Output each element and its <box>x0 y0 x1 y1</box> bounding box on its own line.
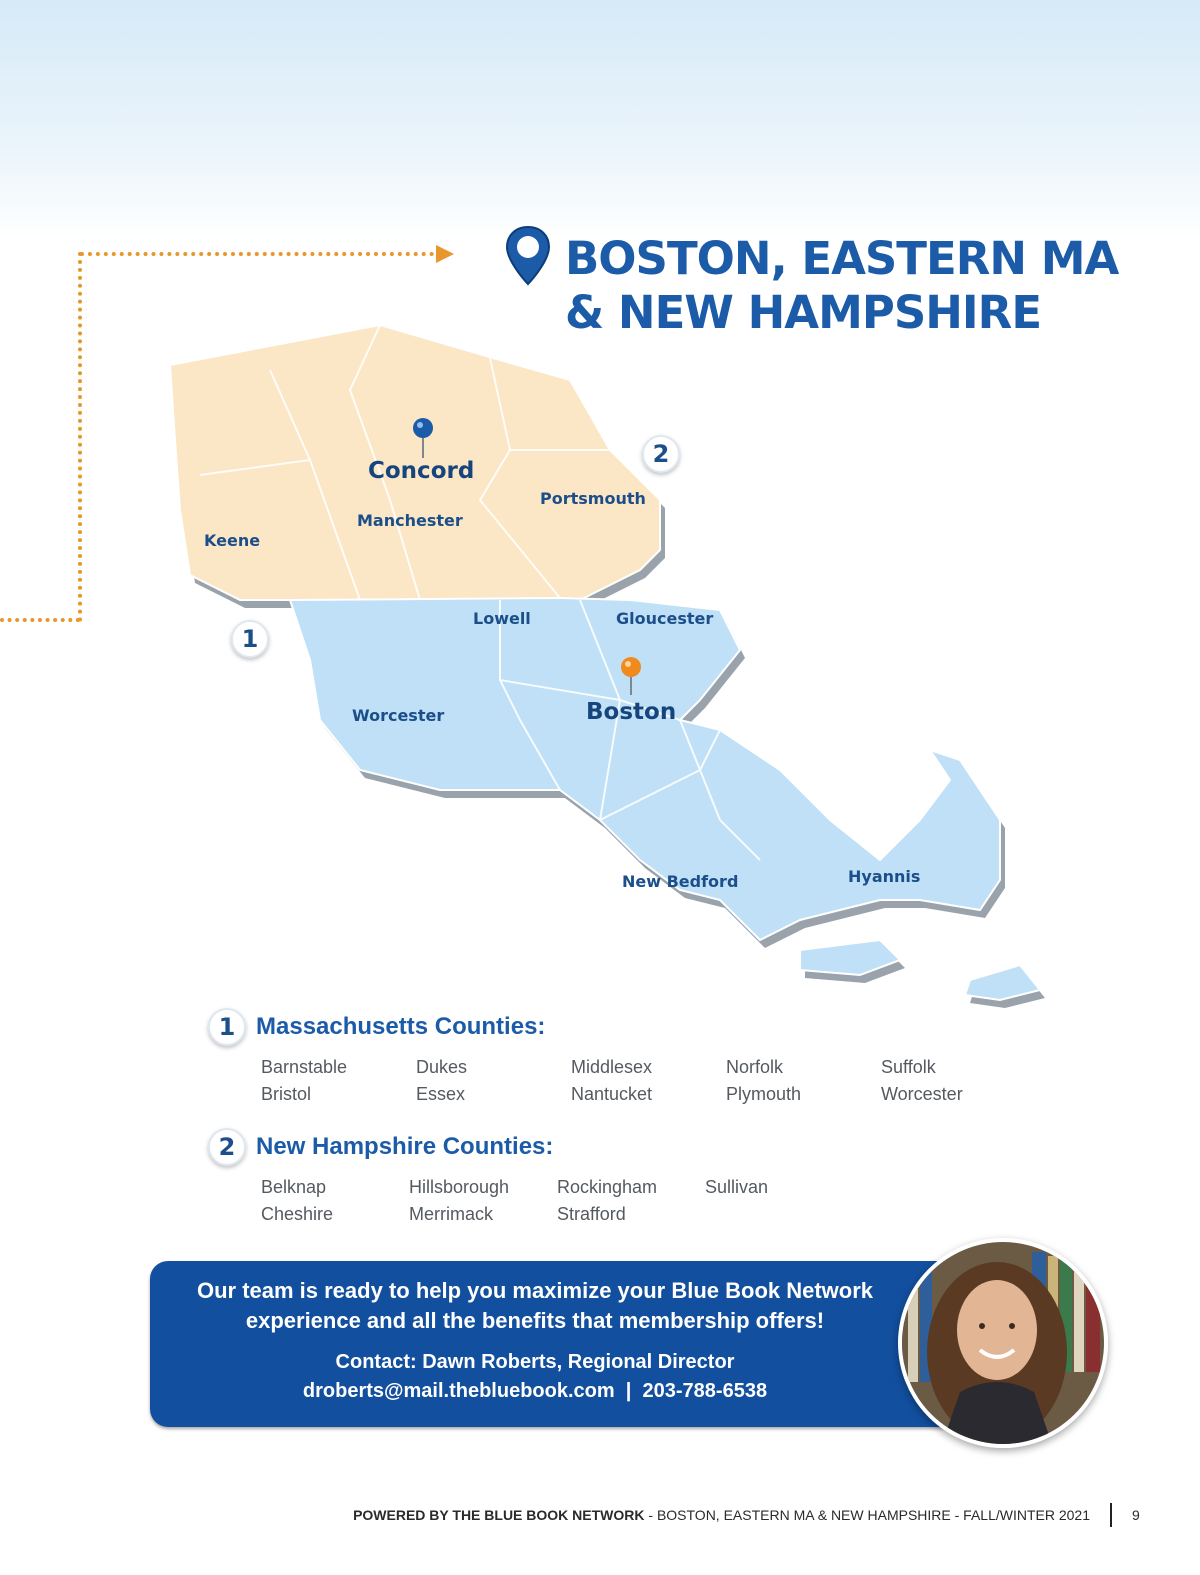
dotted-connector-line-left <box>0 618 80 622</box>
footer-publication: - BOSTON, EASTERN MA & NEW HAMPSHIRE - FALL/WINTER 2021 <box>644 1507 1090 1523</box>
region-map <box>160 300 1060 1020</box>
region-1-badge: 1 <box>208 1008 246 1046</box>
title-line-2: & NEW HAMPSHIRE <box>565 286 1042 339</box>
county-name: Middlesex <box>571 1057 653 1077</box>
county-name: Nantucket <box>571 1084 653 1104</box>
county-name: Merrimack <box>409 1204 493 1224</box>
contact-name: Contact: Dawn Roberts, Regional Director <box>335 1351 735 1373</box>
county-name: Hillsborough <box>409 1177 510 1197</box>
contact-banner-text <box>170 1276 900 1406</box>
contact-details <box>170 1377 900 1406</box>
city-label-keene: Keene <box>204 531 261 550</box>
region-2-badge: 2 <box>208 1128 246 1166</box>
dotted-connector-line-vertical <box>78 252 82 622</box>
county-name: Barnstable <box>261 1057 348 1077</box>
location-pin-icon <box>503 224 553 288</box>
massachusetts-counties-title: Massachusetts Counties: <box>256 1013 546 1040</box>
county-name: Plymouth <box>726 1084 802 1104</box>
new-hampshire-counties-heading <box>208 1128 853 1166</box>
city-label-gloucester: Gloucester <box>616 609 714 628</box>
new-hampshire-county-list <box>261 1174 853 1228</box>
county-name: Essex <box>416 1084 466 1104</box>
county-name: Bristol <box>261 1084 312 1104</box>
contact-separator: | <box>625 1380 632 1402</box>
banner-message-line-2: experience and all the benefits that membership offers! <box>245 1308 825 1333</box>
massachusetts-county-list <box>261 1054 1036 1108</box>
massachusetts-counties-section <box>208 1008 1036 1108</box>
new-hampshire-counties-title: New Hampshire Counties: <box>256 1133 554 1160</box>
county-name: Belknap <box>261 1177 327 1197</box>
county-name: Cheshire <box>261 1204 334 1224</box>
city-label-worcester: Worcester <box>352 706 445 725</box>
county-name: Norfolk <box>726 1057 784 1077</box>
dotted-connector-line <box>80 252 442 256</box>
county-name: Worcester <box>881 1084 963 1104</box>
sky-gradient-background <box>0 0 1200 240</box>
page-number: 9 <box>1132 1507 1140 1523</box>
page-footer <box>353 1507 1090 1523</box>
city-label-portsmouth: Portsmouth <box>540 489 646 508</box>
title-line-1: BOSTON, EASTERN MA <box>565 232 1119 285</box>
city-label-new-bedford: New Bedford <box>622 872 739 891</box>
county-name: Dukes <box>416 1057 468 1077</box>
contact-email-link[interactable]: droberts@mail.thebluebook.com <box>302 1380 615 1402</box>
contact-photo <box>898 1238 1108 1448</box>
region-2-badge: 2 <box>642 435 680 473</box>
arrow-right-icon <box>436 245 454 263</box>
county-name: Sullivan <box>705 1177 769 1197</box>
banner-message <box>170 1276 900 1336</box>
portrait-image <box>902 1242 1104 1444</box>
region-map-graphic <box>160 300 1060 1020</box>
footer-brand: POWERED BY THE BLUE BOOK NETWORK <box>353 1507 645 1523</box>
new-hampshire-counties-section <box>208 1128 853 1228</box>
county-name: Rockingham <box>557 1177 658 1197</box>
region-1-badge: 1 <box>231 620 269 658</box>
county-name: Suffolk <box>881 1057 936 1077</box>
footer-divider <box>1110 1503 1112 1527</box>
county-name: Strafford <box>557 1204 626 1224</box>
contact-phone-link[interactable]: 203-788-6538 <box>642 1380 768 1402</box>
banner-contact <box>170 1348 900 1406</box>
city-label-concord: Concord <box>368 458 475 484</box>
city-label-manchester: Manchester <box>357 511 463 530</box>
city-label-hyannis: Hyannis <box>848 867 921 886</box>
banner-message-line-1: Our team is ready to help you maximize your Blue Book Network <box>196 1278 874 1303</box>
city-label-lowell: Lowell <box>473 609 531 628</box>
city-label-boston: Boston <box>586 699 677 725</box>
massachusetts-counties-heading <box>208 1008 1036 1046</box>
